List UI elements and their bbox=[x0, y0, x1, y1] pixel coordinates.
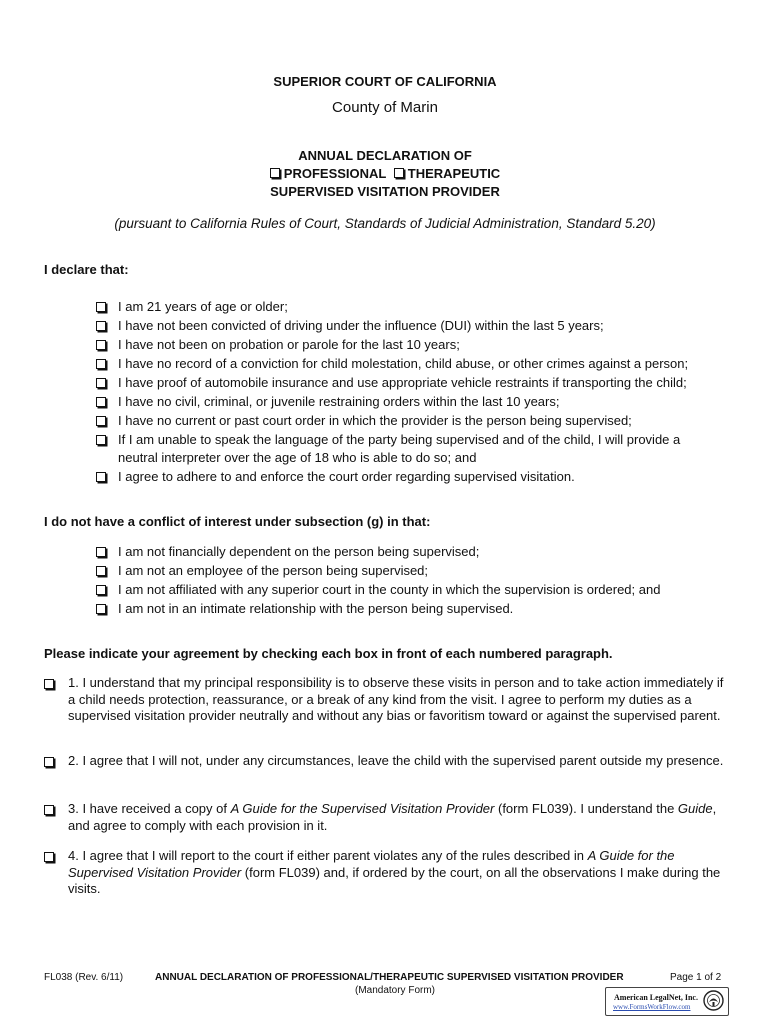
list-item bbox=[96, 411, 698, 430]
seal-icon bbox=[703, 990, 724, 1011]
list-item bbox=[96, 430, 698, 467]
list-item-text: I have not been on probation or parole for the last 10 years; bbox=[118, 337, 460, 352]
declare-list bbox=[96, 297, 698, 486]
mandatory-form-label: (Mandatory Form) bbox=[354, 985, 435, 996]
list-item bbox=[96, 316, 698, 335]
therapeutic-label: THERAPEUTIC bbox=[407, 166, 501, 181]
checkbox[interactable] bbox=[96, 435, 106, 445]
list-item-text: I am not financially dependent on the person being supervised; bbox=[118, 544, 480, 559]
list-item bbox=[96, 373, 698, 392]
list-item-text: I have no record of a conviction for child molestation, child abuse, or other crimes against a person; bbox=[118, 356, 689, 371]
paragraph-3-text bbox=[68, 801, 724, 834]
p3-text-a: 3. I have received a copy of bbox=[68, 801, 231, 816]
checkbox[interactable] bbox=[96, 378, 106, 388]
list-item-text: If I am unable to speak the language of the party being supervised and of the child, I will provide a neutral interpreter over the age of 18 who is able to do so; and bbox=[118, 432, 681, 465]
checkbox[interactable] bbox=[96, 397, 106, 407]
conflict-list bbox=[96, 542, 698, 618]
checkbox[interactable] bbox=[96, 359, 106, 369]
list-item-text: I am not in an intimate relationship with the person being supervised. bbox=[118, 601, 514, 616]
paragraph-1-text: 1. I understand that my principal responsibility is to observe these visits in person and to take action immediately if a child needs protection, reassurance, or a break of any kind from the visit. I agree to perform my duties as a supervised visitation provider neutrally and without any bias or favoritism toward or against the supervised parent. bbox=[68, 675, 724, 723]
checkbox[interactable] bbox=[96, 547, 106, 557]
paragraph-2-text: 2. I agree that I will not, under any circumstances, leave the child with the supervised parent outside my presence. bbox=[68, 753, 724, 768]
page-number: Page 1 of 2 bbox=[670, 972, 722, 983]
paragraph-2-checkbox[interactable] bbox=[44, 757, 54, 767]
checkbox[interactable] bbox=[96, 321, 106, 331]
paragraph-4-checkbox[interactable] bbox=[44, 852, 54, 862]
declare-lead: I declare that: bbox=[44, 262, 129, 277]
agreement-paragraph-3 bbox=[44, 801, 724, 834]
checkbox[interactable] bbox=[96, 604, 106, 614]
p3-guide-word: Guide bbox=[677, 801, 713, 816]
paragraph-1-checkbox[interactable] bbox=[44, 679, 54, 689]
footer-form-title: ANNUAL DECLARATION OF PROFESSIONAL/THERAPEUTIC SUPERVISED VISITATION PROVIDER bbox=[155, 972, 624, 983]
p4-guide-title: A Guide for the Supervised Visitation Provider bbox=[68, 848, 675, 880]
conflict-lead: I do not have a conflict of interest under subsection (g) in that: bbox=[44, 514, 431, 529]
checkbox[interactable] bbox=[96, 566, 106, 576]
agreement-paragraph-4 bbox=[44, 848, 724, 898]
title-line-3: SUPERVISED VISITATION PROVIDER bbox=[270, 184, 500, 199]
checkbox[interactable] bbox=[96, 585, 106, 595]
authority-subtitle: (pursuant to California Rules of Court, Standards of Judicial Administration, Standard 5.20) bbox=[114, 216, 656, 231]
p4-text-c: (form FL039) and, if ordered by the court, on all the observations I make during the visits. bbox=[68, 864, 721, 896]
checkbox[interactable] bbox=[96, 416, 106, 426]
list-item bbox=[96, 580, 698, 599]
p3-guide-title: A Guide for the Supervised Visitation Provider bbox=[230, 801, 495, 816]
paragraph-3-checkbox[interactable] bbox=[44, 805, 54, 815]
agreement-paragraph-1 bbox=[44, 675, 724, 725]
list-item-text: I am 21 years of age or older; bbox=[118, 299, 288, 314]
list-item bbox=[96, 561, 698, 580]
list-item bbox=[96, 335, 698, 354]
p4-text-a: 4. I agree that I will report to the court if either parent violates any of the rules described in bbox=[68, 848, 588, 863]
therapeutic-checkbox[interactable] bbox=[394, 168, 404, 178]
list-item-text: I am not an employee of the person being supervised; bbox=[118, 563, 429, 578]
american-legalnet-logo[interactable] bbox=[605, 987, 729, 1016]
list-item-text: I have no civil, criminal, or juvenile restraining orders within the last 10 years; bbox=[118, 394, 560, 409]
form-title bbox=[0, 147, 770, 201]
list-item bbox=[96, 354, 698, 373]
county-name: County of Marin bbox=[332, 99, 438, 116]
paragraph-4-text bbox=[68, 848, 724, 898]
logo-company-name: American LegalNet, Inc. bbox=[614, 993, 698, 1002]
title-options bbox=[0, 165, 770, 183]
professional-label: PROFESSIONAL bbox=[283, 166, 387, 181]
list-item-text: I have not been convicted of driving under the influence (DUI) within the last 5 years; bbox=[118, 318, 604, 333]
list-item bbox=[96, 599, 698, 618]
list-item-text: I am not affiliated with any superior court in the county in which the supervision is ordered; and bbox=[118, 582, 661, 597]
checkbox[interactable] bbox=[96, 472, 106, 482]
checkbox[interactable] bbox=[96, 340, 106, 350]
court-name: SUPERIOR COURT OF CALIFORNIA bbox=[273, 74, 497, 89]
list-item bbox=[96, 467, 698, 486]
agreement-lead: Please indicate your agreement by checking each box in front of each numbered paragraph. bbox=[44, 646, 613, 661]
p3-text-e: , and agree to comply with each provision in it. bbox=[68, 801, 717, 833]
p3-text-c: (form FL039). I understand the bbox=[494, 801, 678, 816]
list-item bbox=[96, 542, 698, 561]
logo-website-link[interactable]: www.FormsWorkFlow.com bbox=[613, 1003, 691, 1011]
checkbox[interactable] bbox=[96, 302, 106, 312]
list-item-text: I agree to adhere to and enforce the court order regarding supervised visitation. bbox=[118, 469, 575, 484]
list-item-text: I have proof of automobile insurance and use appropriate vehicle restraints if transporting the child; bbox=[118, 375, 687, 390]
list-item bbox=[96, 297, 698, 316]
form-id: FL038 (Rev. 6/11) bbox=[44, 972, 124, 983]
list-item-text: I have no current or past court order in which the provider is the person being supervised; bbox=[118, 413, 632, 428]
list-item bbox=[96, 392, 698, 411]
agreement-paragraph-2 bbox=[44, 753, 724, 770]
professional-checkbox[interactable] bbox=[270, 168, 280, 178]
title-line-1: ANNUAL DECLARATION OF bbox=[298, 148, 472, 163]
